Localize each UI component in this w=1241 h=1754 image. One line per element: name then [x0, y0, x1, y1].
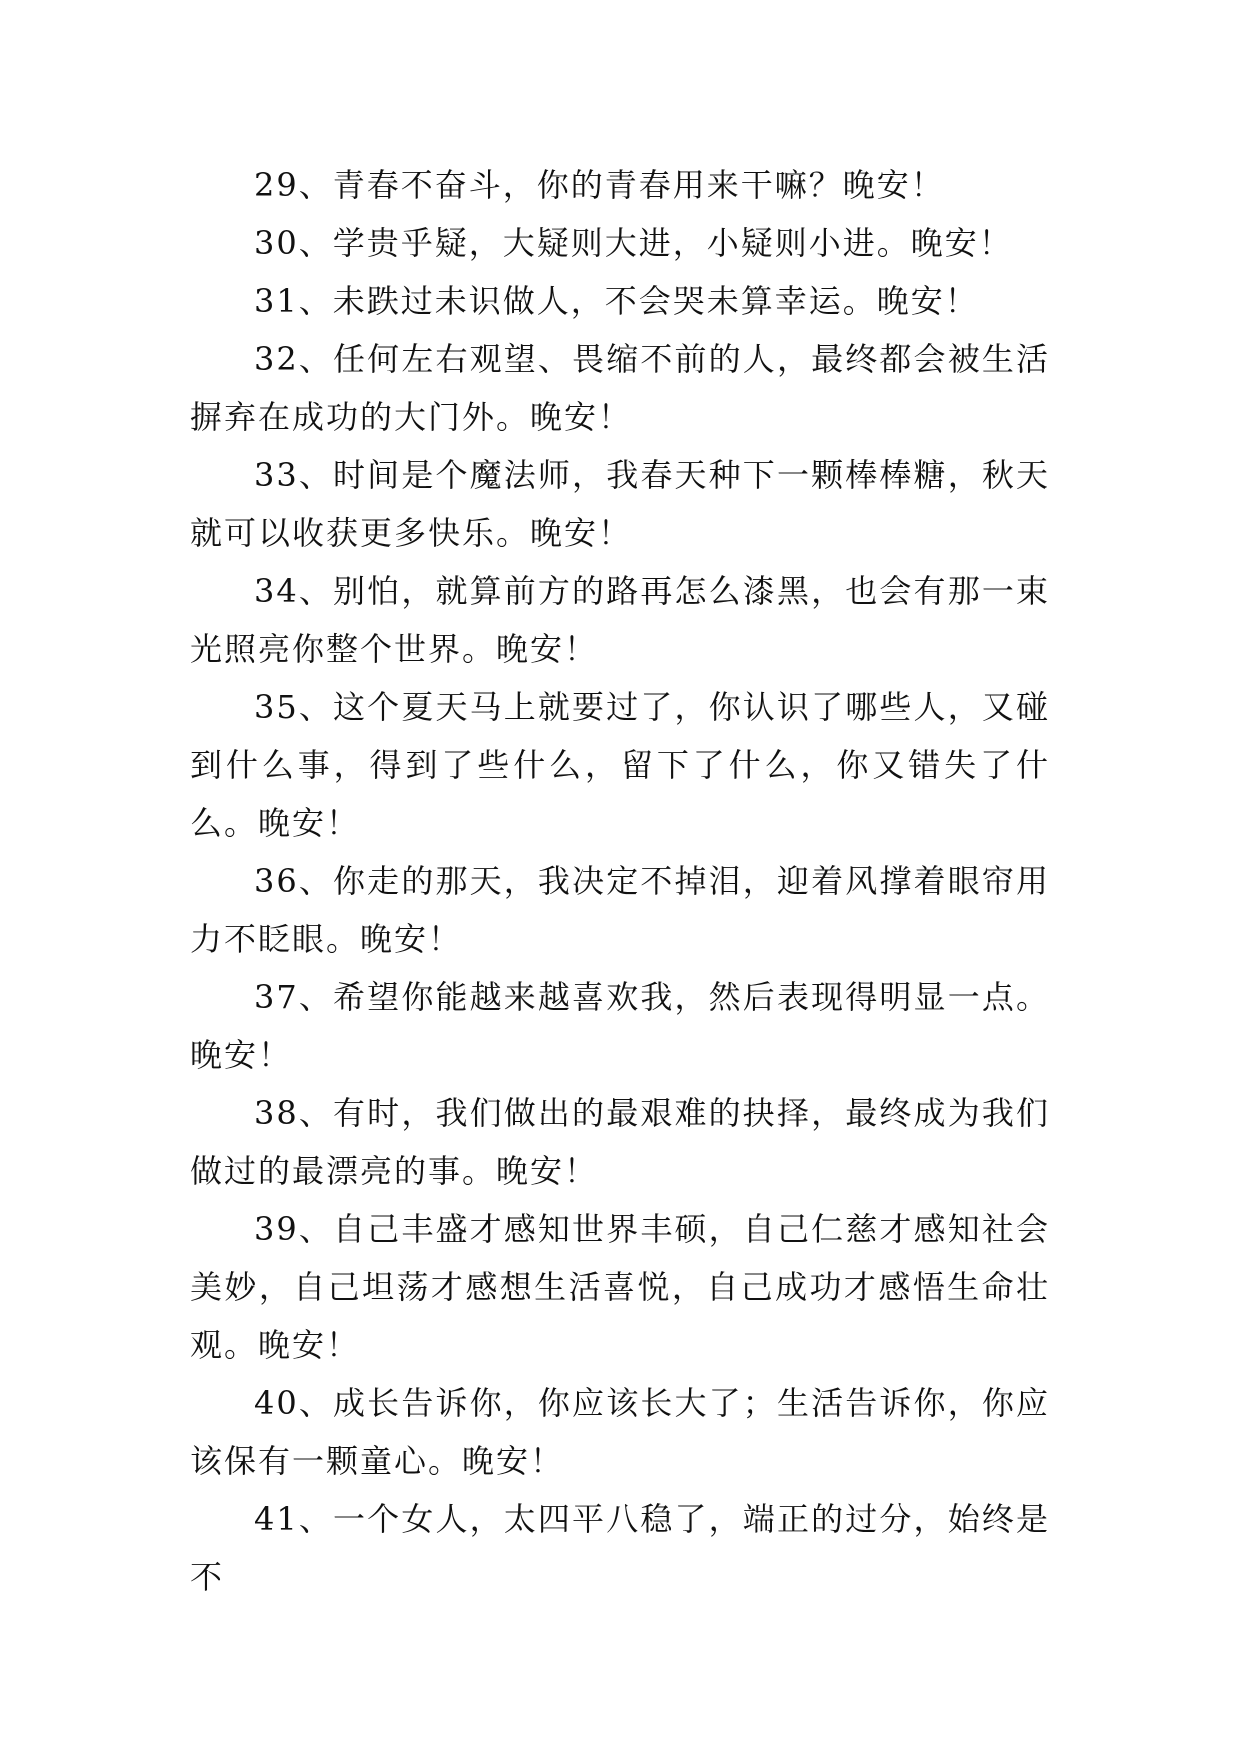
document-body	[190, 156, 1050, 1606]
paragraph-40: 40、成长告诉你，你应该长大了；生活告诉你，你应该保有一颗童心。晚安！	[190, 1384, 1050, 1480]
paragraph-37: 37、希望你能越来越喜欢我，然后表现得明显一点。晚安！	[190, 978, 1050, 1074]
paragraph-33: 33、时间是个魔法师，我春天种下一颗棒棒糖，秋天就可以收获更多快乐。晚安！	[190, 456, 1050, 552]
paragraph-35: 35、这个夏天马上就要过了，你认识了哪些人，又碰到什么事，得到了些什么，留下了什么，你又错失了什么。晚安！	[190, 688, 1050, 842]
paragraph-39: 39、自己丰盛才感知世界丰硕，自己仁慈才感知社会美妙，自己坦荡才感想生活喜悦，自己成功才感悟生命壮观。晚安！	[190, 1210, 1050, 1364]
paragraph-36: 36、你走的那天，我决定不掉泪，迎着风撑着眼帘用力不眨眼。晚安！	[190, 862, 1050, 958]
paragraph-38: 38、有时，我们做出的最艰难的抉择，最终成为我们做过的最漂亮的事。晚安！	[190, 1094, 1050, 1190]
paragraph-29: 29、青春不奋斗，你的青春用来干嘛？晚安！	[254, 166, 945, 204]
paragraph-31: 31、未跌过未识做人，不会哭未算幸运。晚安！	[254, 282, 979, 320]
paragraph-34: 34、别怕，就算前方的路再怎么漆黑，也会有那一束光照亮你整个世界。晚安！	[190, 572, 1050, 668]
paragraph-32: 32、任何左右观望、畏缩不前的人，最终都会被生活摒弃在成功的大门外。晚安！	[190, 340, 1050, 436]
paragraph-30: 30、学贵乎疑，大疑则大进，小疑则小进。晚安！	[254, 224, 1013, 262]
paragraph-41: 41、一个女人，太四平八稳了，端正的过分，始终是不	[190, 1500, 1050, 1596]
